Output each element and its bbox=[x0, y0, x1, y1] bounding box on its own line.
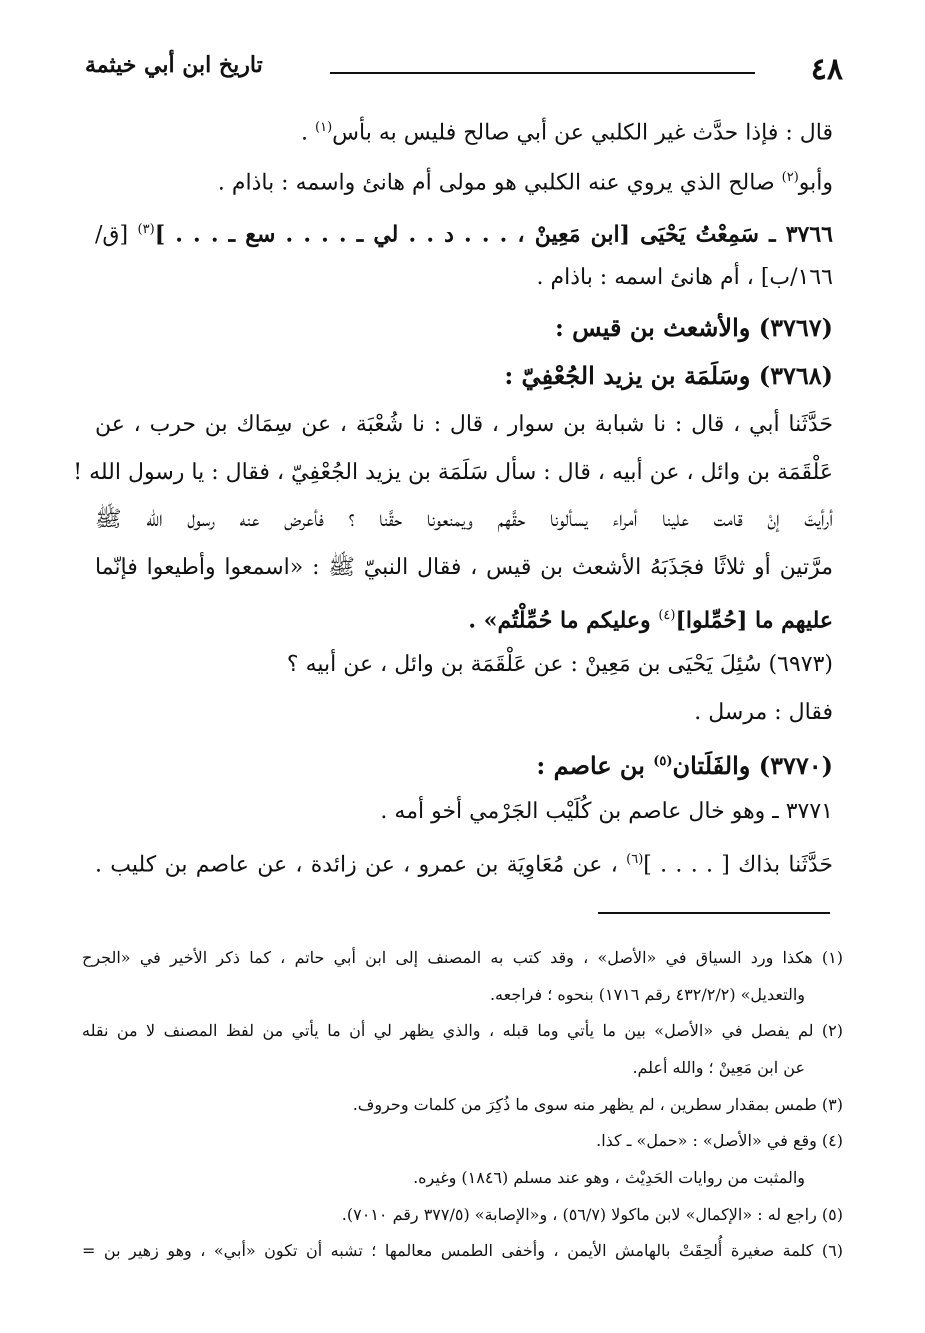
line-end: . bbox=[301, 120, 315, 146]
entry-heading-3768: (٣٧٦٨) وسَلَمَة بن يزيد الجُعْفِيّ : bbox=[504, 361, 833, 390]
text-line-3 bbox=[95, 210, 833, 255]
footnote-4-cont: والمثبت من روايات الحَدِيْث ، وهو عند مسلم (١٨٤٦) وغيره. bbox=[413, 1168, 805, 1187]
text-line-1 bbox=[95, 108, 833, 153]
entry-6973: (٦٩٧٣) سُئِلَ يَحْيَى بن مَعِينْ : عن عَلْقَمَة بن وائل ، عن أبيه ؟ bbox=[286, 652, 833, 677]
footnote-2: (٢) لم يفصل في «الأصل» بين ما يأتي وما قبله ، والذي يظهر لي أن ما يأتي من لفظ المصنف لا من نقله bbox=[82, 1021, 844, 1040]
line-text: قال : فإذا حدَّث غير الكلبي عن أبي صالح فليس به بأس bbox=[332, 120, 833, 146]
paragraph-line-3: أرأيتَ إنْ قامت علينا أمراء يسألونا حقَّهم ويمنعونا حقَّنا ؟ فأعرض عنه رسول الله ﷺ bbox=[95, 507, 833, 532]
footnote-2-cont: عن ابن مَعِينْ ؛ والله أعلم. bbox=[632, 1058, 805, 1077]
heading-end: بن عاصم : bbox=[536, 751, 654, 780]
footnote-4: (٤) وقع في «الأصل» : «حمل» ـ كذا. bbox=[596, 1131, 843, 1150]
footnote-ref-3[interactable]: (٣) bbox=[137, 222, 155, 237]
paragraph-line-1: حَدَّثَنا أبي ، قال : نا شبابة بن سوار ، قال : نا شُعْبَة ، عن سِمَاك بن حرب ، عن bbox=[95, 412, 833, 437]
entry-heading-3770 bbox=[95, 742, 833, 786]
entry-3771-chain bbox=[95, 840, 833, 885]
paragraph-line-4: مرَّتين أو ثلاثًا فجَذَبَهُ الأشعث بن قيس ، فقال النبيّ ﷺ : «اسمعوا وأطيعوا فإنّما bbox=[95, 555, 833, 580]
page-number: ٤٨ bbox=[810, 52, 843, 87]
line-end: [ق/ bbox=[95, 222, 138, 248]
paragraph-line-5 bbox=[95, 596, 833, 641]
footnote-ref-1[interactable]: (١) bbox=[315, 120, 333, 135]
footnote-ref-6[interactable]: (٦) bbox=[626, 852, 644, 867]
line-text: حَدَّثَنا بذاك [ . . . . ] bbox=[643, 852, 833, 878]
entry-heading-3767: (٣٧٦٧) والأشعث بن قيس : bbox=[554, 313, 833, 342]
line-start: وأبو bbox=[798, 170, 833, 196]
line-end: وعليكم ما حُمِّلْتُم» . bbox=[468, 607, 659, 634]
line-end: ، عن مُعَاوِيَة بن عمرو ، عن زائدة ، عن عاصم بن كليب . bbox=[95, 852, 627, 878]
footnote-ref-4[interactable]: (٤) bbox=[658, 608, 676, 623]
header-rule bbox=[330, 72, 755, 74]
entry-6973-answer: فقال : مرسل . bbox=[694, 700, 833, 725]
footnote-1: (١) هكذا ورد السياق في «الأصل» ، وقد كتب به المصنف إلى ابن أبي حاتم ، كما ذكر الأخير في «الجرح bbox=[82, 948, 844, 967]
entry-3771: ٣٧٧١ ـ وهو خال عاصم بن كُلَيْب الجَرْمي أخو أمه . bbox=[380, 799, 833, 824]
footnote-3: (٣) طمس بمقدار سطرين ، لم يظهر منه سوى ما ذُكِرَ من كلمات وحروف. bbox=[352, 1095, 843, 1114]
line-text: صالح الذي يروي عنه الكلبي هو مولى أم هانئ واسمه : باذام . bbox=[217, 170, 782, 196]
footnote-ref-5[interactable]: (٥) bbox=[653, 754, 673, 769]
footnote-separator bbox=[598, 912, 830, 914]
heading-text: (٣٧٧٠) والفَلَتان bbox=[672, 751, 833, 780]
footnote-ref-2[interactable]: (٢) bbox=[781, 170, 799, 185]
line-text: عليهم ما [حُمِّلوا] bbox=[675, 607, 833, 634]
paragraph-line-2: عَلْقَمَة بن وائل ، عن أبيه ، قال : سأل سَلَمَة بن يزيد الجُعْفِيّ ، فقال : يا رسول الله ! bbox=[73, 460, 833, 485]
footnote-6: (٦) كلمة صغيرة أُلحِقَتْ بالهامش الأيمن ، وأخفى الطمس معالمها ؛ تشبه أن تكون «أبي» ، وهو زهير بن = bbox=[82, 1241, 843, 1260]
text-line-2 bbox=[95, 158, 833, 203]
line-text: ٣٧٦٦ ـ سَمِعْتُ يَحْيَى [ابن مَعِينْ ، . . . د . . لي ـ . . . . سع ـ . . . ] bbox=[154, 221, 833, 248]
footnote-1-cont: والتعديل» (٤٣٢/٢/٢ رقم ١٧١٦) بنحوه ؛ فراجعه. bbox=[489, 985, 805, 1004]
footnote-5: (٥) راجع له : «الإكمال» لابن ماكولا (٥٦/٧) ، و«الإصابة» (٣٧٧/٥ رقم ٧٠١٠). bbox=[341, 1205, 843, 1224]
text-line-4: ١٦٦/ب] ، أم هانئ اسمه : باذام . bbox=[536, 265, 833, 290]
book-title: تاريخ ابن أبي خيثمة bbox=[85, 52, 263, 78]
